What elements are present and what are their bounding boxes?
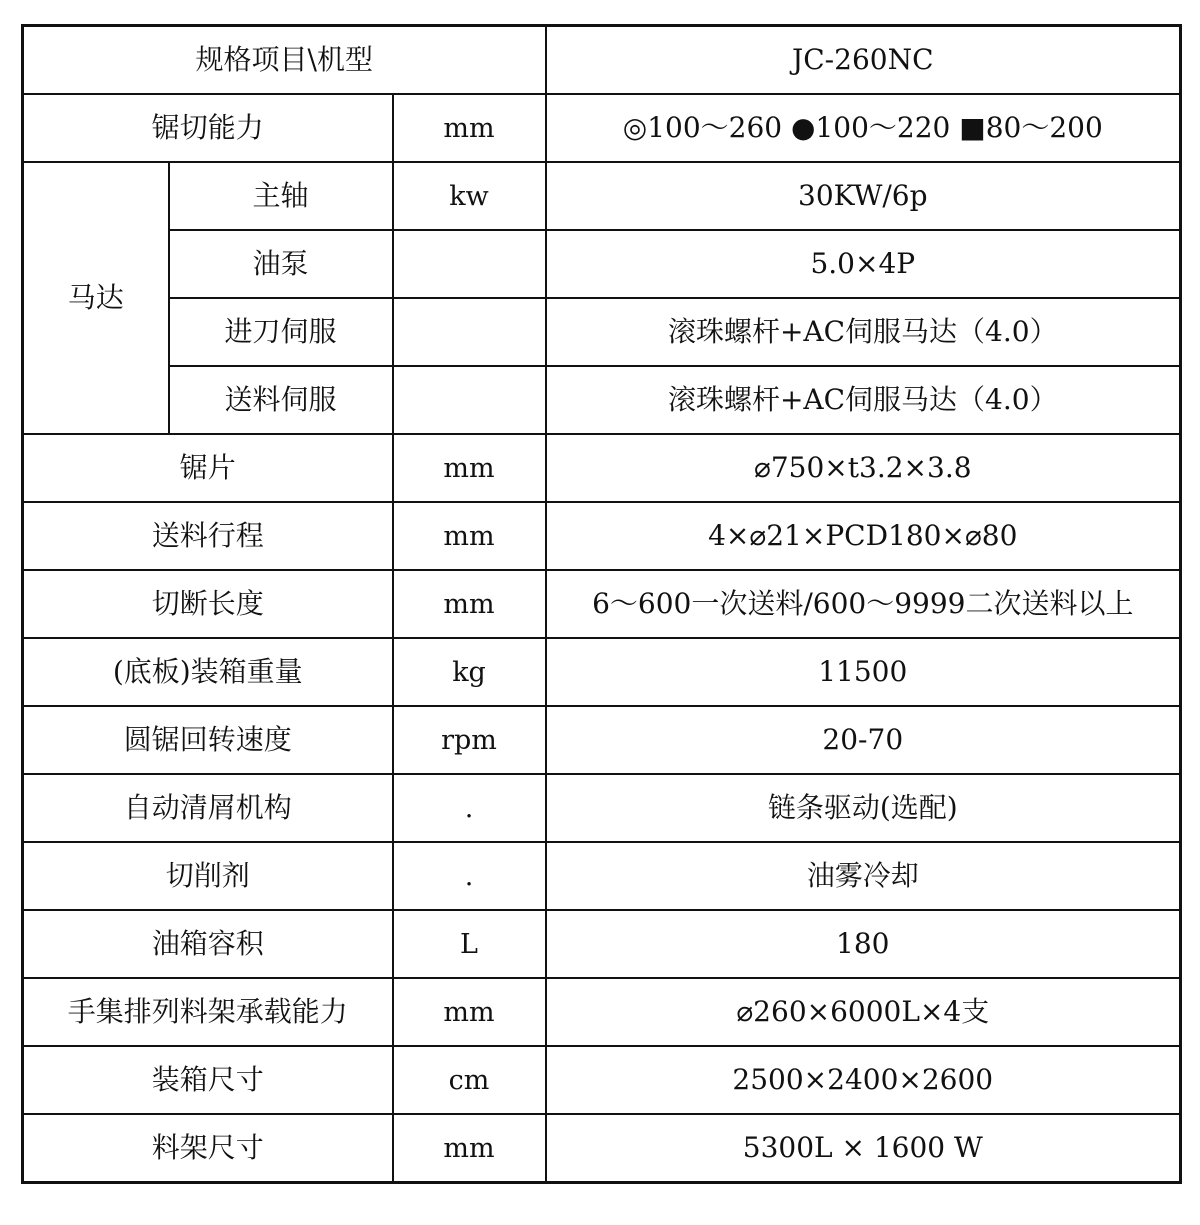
row-unit: cm bbox=[393, 1046, 546, 1114]
row-value: 180 bbox=[546, 910, 1181, 978]
row-unit: mm bbox=[393, 434, 546, 502]
motor-item-label: 送料伺服 bbox=[169, 366, 393, 434]
row-label: 切削剂 bbox=[23, 842, 393, 910]
motor-item-value: 5.0×4P bbox=[546, 230, 1181, 298]
row-unit: kg bbox=[393, 638, 546, 706]
table-row bbox=[23, 638, 1181, 706]
motor-item-unit bbox=[393, 366, 546, 434]
row-value: 5300L × 1600 W bbox=[546, 1114, 1181, 1183]
row-unit: . bbox=[393, 774, 546, 842]
row-unit: mm bbox=[393, 502, 546, 570]
table-row bbox=[23, 366, 1181, 434]
row-value: ◎100～260 ●100～220 ■80～200 bbox=[546, 94, 1181, 162]
row-label: 装箱尺寸 bbox=[23, 1046, 393, 1114]
table-row bbox=[23, 842, 1181, 910]
motor-item-label: 油泵 bbox=[169, 230, 393, 298]
header-label: 规格项目\机型 bbox=[23, 26, 546, 95]
row-label: 锯片 bbox=[23, 434, 393, 502]
motor-item-value: 滚珠螺杆+AC伺服马达（4.0） bbox=[546, 366, 1181, 434]
table-row bbox=[23, 1046, 1181, 1114]
row-label: 切断长度 bbox=[23, 570, 393, 638]
row-label: 自动清屑机构 bbox=[23, 774, 393, 842]
motor-group-label: 马达 bbox=[23, 162, 169, 434]
table-row bbox=[23, 706, 1181, 774]
motor-item-unit: kw bbox=[393, 162, 546, 230]
row-label: 手集排列料架承载能力 bbox=[23, 978, 393, 1046]
motor-item-value: 30KW/6p bbox=[546, 162, 1181, 230]
table-row bbox=[23, 1114, 1181, 1183]
motor-item-label: 进刀伺服 bbox=[169, 298, 393, 366]
row-unit: mm bbox=[393, 1114, 546, 1183]
row-label: 料架尺寸 bbox=[23, 1114, 393, 1183]
row-unit: mm bbox=[393, 570, 546, 638]
motor-item-label: 主轴 bbox=[169, 162, 393, 230]
row-label: 油箱容积 bbox=[23, 910, 393, 978]
row-value: 6～600一次送料/600～9999二次送料以上 bbox=[546, 570, 1181, 638]
row-value: 4×⌀21×PCD180×⌀80 bbox=[546, 502, 1181, 570]
table-row bbox=[23, 230, 1181, 298]
table-row bbox=[23, 910, 1181, 978]
row-unit: . bbox=[393, 842, 546, 910]
motor-item-value: 滚珠螺杆+AC伺服马达（4.0） bbox=[546, 298, 1181, 366]
row-value: 20-70 bbox=[546, 706, 1181, 774]
table-row bbox=[23, 978, 1181, 1046]
row-value: 油雾冷却 bbox=[546, 842, 1181, 910]
table-row bbox=[23, 570, 1181, 638]
row-value: ⌀750×t3.2×3.8 bbox=[546, 434, 1181, 502]
row-value: 11500 bbox=[546, 638, 1181, 706]
table-row bbox=[23, 502, 1181, 570]
motor-item-unit bbox=[393, 298, 546, 366]
row-unit: mm bbox=[393, 94, 546, 162]
header-row bbox=[23, 26, 1181, 95]
spec-table bbox=[21, 24, 1182, 1184]
row-label: 锯切能力 bbox=[23, 94, 393, 162]
row-unit: L bbox=[393, 910, 546, 978]
table-row bbox=[23, 774, 1181, 842]
row-label: (底板)装箱重量 bbox=[23, 638, 393, 706]
table-row bbox=[23, 434, 1181, 502]
motor-item-unit bbox=[393, 230, 546, 298]
row-label: 送料行程 bbox=[23, 502, 393, 570]
table-row bbox=[23, 162, 1181, 230]
row-value: 2500×2400×2600 bbox=[546, 1046, 1181, 1114]
row-value: ⌀260×6000L×4支 bbox=[546, 978, 1181, 1046]
table-row bbox=[23, 94, 1181, 162]
row-label: 圆锯回转速度 bbox=[23, 706, 393, 774]
row-unit: rpm bbox=[393, 706, 546, 774]
row-value: 链条驱动(选配) bbox=[546, 774, 1181, 842]
table-row bbox=[23, 298, 1181, 366]
row-unit: mm bbox=[393, 978, 546, 1046]
header-model: JC-260NC bbox=[546, 26, 1181, 95]
